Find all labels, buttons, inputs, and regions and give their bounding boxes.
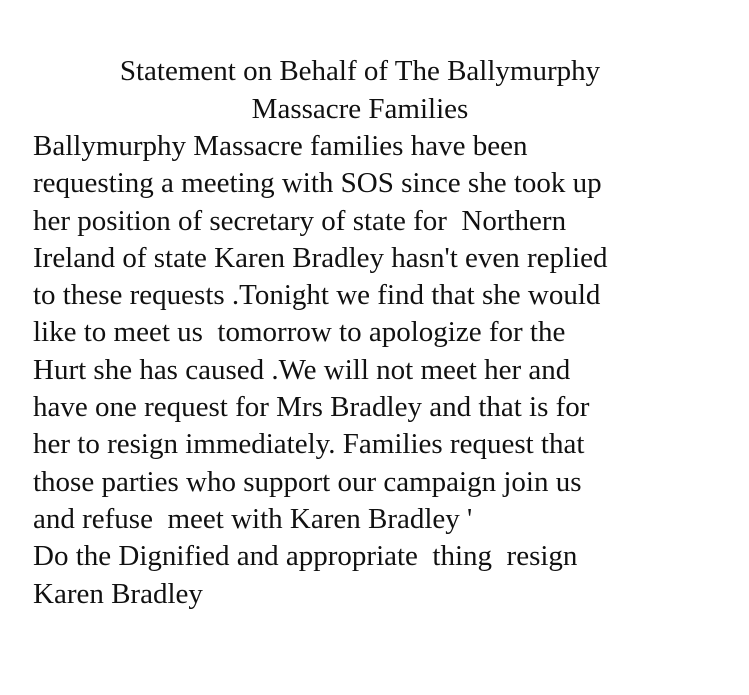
body-line: and refuse meet with Karen Bradley ' bbox=[33, 502, 473, 535]
statement-body bbox=[33, 128, 743, 613]
body-line: Hurt she has caused .We will not meet her and bbox=[33, 353, 571, 386]
body-line: have one request for Mrs Bradley and that is for bbox=[33, 391, 590, 424]
body-line: requesting a meeting with SOS since she took up bbox=[33, 167, 602, 200]
body-line: Karen Bradley bbox=[33, 577, 203, 610]
body-line: those parties who support our campaign join us bbox=[33, 465, 582, 498]
body-line: her position of secretary of state for Northern bbox=[33, 204, 567, 237]
body-line: like to meet us tomorrow to apologize for the bbox=[33, 316, 566, 349]
body-line: Ballymurphy Massacre families have been bbox=[33, 130, 528, 162]
body-line: her to resign immediately. Families request that bbox=[33, 428, 585, 461]
body-line: Ireland of state Karen Bradley hasn't even replied bbox=[33, 241, 608, 274]
body-line: Do the Dignified and appropriate thing resign bbox=[33, 540, 578, 573]
body-line: to these requests .Tonight we find that she would bbox=[33, 279, 601, 312]
statement-title-line-1: Statement on Behalf of The Ballymurphy bbox=[119, 55, 601, 87]
statement-title-line-2: Massacre Families bbox=[251, 93, 469, 125]
